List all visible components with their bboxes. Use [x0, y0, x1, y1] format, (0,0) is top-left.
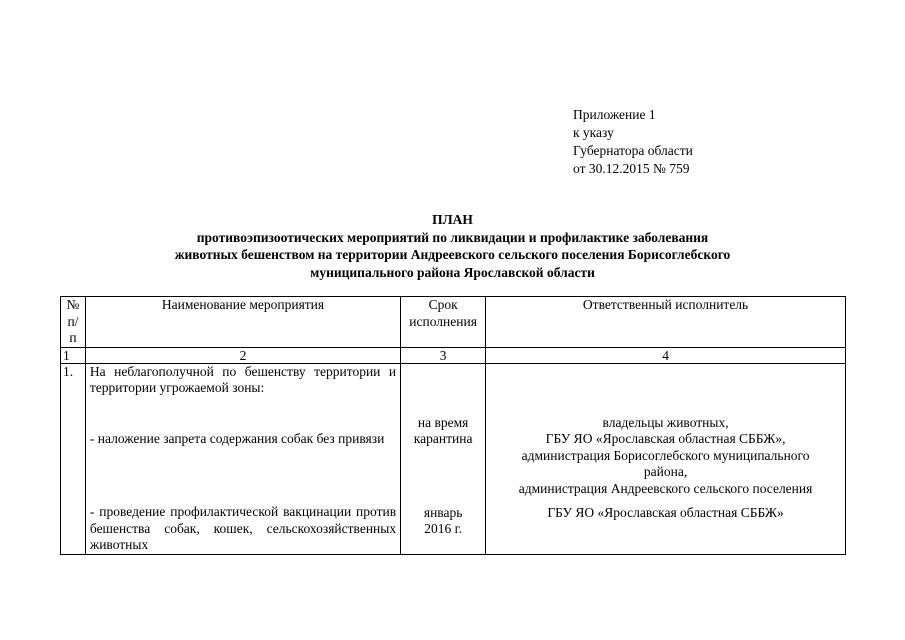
row-1-gap-1 [90, 397, 396, 431]
row-1-item-1-resp-line-2: ГБУ ЯО «Ярославская областная СББЖ», [545, 431, 786, 446]
title-line-1: противоэпизоотических мероприятий по ликвидации и профилактике заболевания [196, 229, 709, 245]
row-1-gap-2 [90, 447, 396, 504]
appendix-line-4: от 30.12.2015 № 759 [573, 161, 690, 176]
appendix-line-3: Губернатора области [573, 143, 693, 158]
document-title [60, 211, 845, 281]
title-heading: ПЛАН [432, 212, 473, 227]
row-1-item-1-resp-line-5: администрация Андреевского сельского поселения [518, 480, 813, 496]
row-1-item-1-deadline-line-2: карантина [413, 431, 473, 446]
column-number-row [61, 347, 846, 363]
row-1-num: 1. [61, 363, 86, 554]
column-number-4: 4 [486, 347, 846, 363]
table-header-row [61, 297, 846, 348]
plan-table [60, 296, 846, 555]
title-line-2: животных бешенством на территории Андреевского сельского поселения Борисоглебского [174, 247, 731, 262]
column-number-3: 3 [401, 347, 486, 363]
header-num [61, 297, 86, 348]
row-1-deadline-cell [401, 363, 486, 554]
header-deadline [401, 297, 486, 348]
row-1-resp-gap-1 [490, 364, 841, 415]
row-1-name-cell [85, 363, 400, 554]
row-1-deadline-gap-2 [405, 448, 481, 505]
appendix-line-1: Приложение 1 [573, 107, 656, 122]
row-1-item-2-resp-line-1: ГБУ ЯО «Ярославская областная СББЖ» [547, 505, 784, 520]
row-1-item-1-resp-line-4: района, [643, 464, 688, 479]
header-responsible: Ответственный исполнитель [486, 297, 846, 348]
row-1-item-2-deadline-line-2: 2016 г. [424, 521, 462, 536]
row-1-item-2-deadline-line-1: январь [423, 504, 463, 520]
header-num-line-2: п/п [67, 313, 79, 345]
header-deadline-line-1: Срок [428, 297, 458, 312]
row-1-resp-gap-2 [490, 497, 841, 505]
row-1-intro: На неблагополучной по бешенству территории и территории угрожаемой зоны: [89, 363, 397, 395]
row-1-item-1-deadline-line-1: на время [417, 414, 469, 430]
appendix-line-2: к указу [573, 125, 614, 140]
header-deadline-line-2: исполнения [409, 313, 477, 329]
column-number-2: 2 [85, 347, 400, 363]
table-row [61, 363, 846, 554]
row-1-item-1-resp-line-3: администрация Борисоглебского муниципального [521, 447, 810, 463]
row-1-item-1-resp-line-1: владельцы животных, [602, 414, 729, 430]
appendix-block [573, 106, 693, 178]
row-1-item-1-text: - наложение запрета содержания собак без привязи [89, 430, 385, 446]
row-1-deadline-gap-1 [405, 364, 481, 415]
column-number-1: 1 [61, 347, 86, 363]
title-line-3: муниципального района Ярославской области [310, 264, 595, 280]
row-1-item-2-text: - проведение профилактической вакцинации против бешенства собак, кошек, сельскохозяйственных животных [89, 504, 397, 552]
header-num-line-1: № [66, 297, 80, 312]
row-1-responsible-cell [486, 363, 846, 554]
header-name: Наименование мероприятия [85, 297, 400, 348]
